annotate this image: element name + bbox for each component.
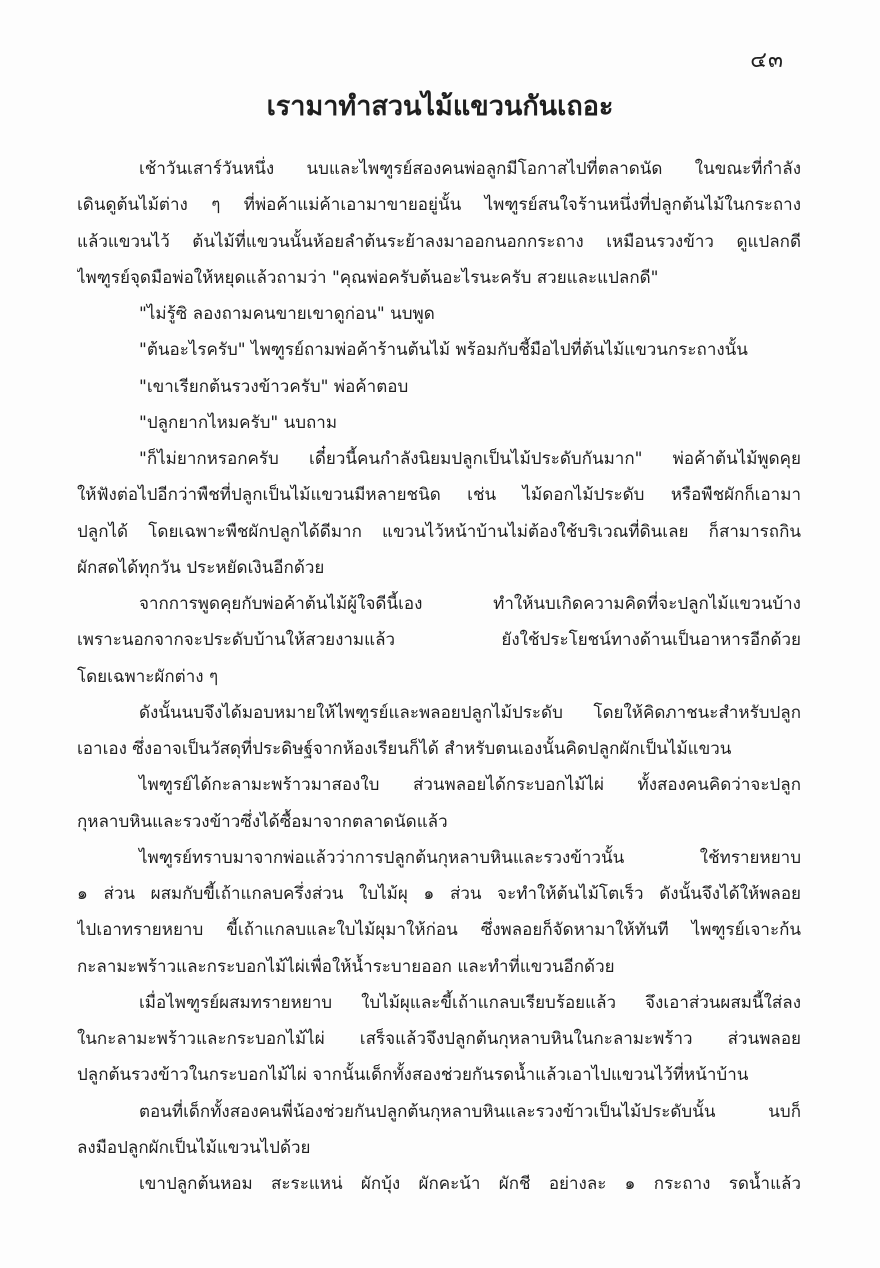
text-line: เมื่อไพฑูรย์ผสมทรายหยาบ ใบไม้ผุและขี้เถ้าแกลบเรียบร้อยแล้ว จึงเอาส่วนผสมนี้ใส่ลง [139, 992, 801, 1013]
text-line: "ก็ไม่ยากหรอกครับ เดี๋ยวนี้คนกำลังนิยมปลูกเป็นไม้ประดับกันมาก" พ่อค้าต้นไม้พูดคุย [139, 449, 801, 469]
body-text [77, 151, 801, 1202]
text-line: เอาเอง ซึ่งอาจเป็นวัสดุที่ประดิษฐ์จากห้องเรียนก็ได้ สำหรับตนเองนั้นคิดปลูกผักเป็นไม้แขวน [77, 739, 732, 759]
text-line: แล้วแขวนไว้ ต้นไม้ที่แขวนนั้นห้อยลำต้นระย้าลงมาออกนอกกระถาง เหมือนรวงข้าว ดูแปลกดี [77, 231, 801, 252]
text-line: "ต้นอะไรครับ" ไพฑูรย์ถามพ่อค้าร้านต้นไม้ พร้อมกับชี้มือไปที่ต้นไม้แขวนกระถางนั้น [139, 340, 748, 361]
page-number: ๔๓ [750, 48, 784, 73]
text-line: ไพฑูรย์ได้กะลามะพร้าวมาสองใบ ส่วนพลอยได้กระบอกไม้ไผ่ ทั้งสองคนคิดว่าจะปลูก [139, 775, 801, 796]
text-line: ไพฑูรย์ทราบมาจากพ่อแล้วว่าการปลูกต้นกุหลาบหินและรวงข้าวนั้น ใช้ทรายหยาบ [139, 847, 801, 868]
text-line: ไปเอาทรายหยาบ ขี้เถ้าแกลบและใบไม้ผุมาให้ก่อน ซึ่งพลอยก็จัดหามาให้ทันที ไพฑูรย์เจาะก้น [77, 920, 801, 941]
text-line: ไพฑูรย์จุดมือพ่อให้หยุดแล้วถามว่า "คุณพ่อครับต้นอะไรนะครับ สวยและแปลกดี" [77, 267, 659, 288]
page-title: เรามาทำสวนไม้แขวนกันเถอะ [266, 91, 614, 122]
text-line: ลงมือปลูกผักเป็นไม้แขวนไปด้วย [77, 1137, 311, 1158]
text-line: "เขาเรียกต้นรวงข้าวครับ" พ่อค้าตอบ [139, 376, 409, 397]
text-line: กุหลาบหินและรวงข้าวซึ่งได้ซื้อมาจากตลาดนัดแล้ว [77, 811, 448, 832]
text-line: "ปลูกยากไหมครับ" นบถาม [139, 412, 338, 433]
text-line: "ไม่รู้ซิ ลองถามคนขายเขาดูก่อน" นบพูด [139, 304, 435, 324]
text-line: เดินดูต้นไม้ต่าง ๆ ที่พ่อค้าแม่ค้าเอามาขายอยู่นั้น ไพฑูรย์สนใจร้านหนึ่งที่ปลูกต้นไม้ในกระถาง [77, 195, 801, 216]
text-line: เช้าวันเสาร์วันหนึ่ง นบและไพฑูรย์สองคนพ่อลูกมีโอกาสไปที่ตลาดนัด ในขณะที่กำลัง [139, 159, 801, 179]
text-line: ปลูกต้นรวงข้าวในกระบอกไม้ไผ่ จากนั้นเด็กทั้งสองช่วยกันรดน้ำแล้วเอาไปแขวนไว้ที่หน้าบ้าน [77, 1065, 749, 1086]
text-line: จากการพูดคุยกับพ่อค้าต้นไม้ผู้ใจดีนี้เอง ทำให้นบเกิดความคิดที่จะปลูกไม้แขวนบ้าง [139, 594, 801, 614]
text-line: ผักสดได้ทุกวัน ประหยัดเงินอีกด้วย [77, 557, 325, 578]
text-line: ๑ ส่วน ผสมกับขี้เถ้าแกลบครึ่งส่วน ใบไม้ผุ ๑ ส่วน จะทำให้ต้นไม้โตเร็ว ดังนั้นจึงได้ให้พลอย [77, 884, 801, 904]
text-line: ให้ฟังต่อไปอีกว่าพืชที่ปลูกเป็นไม้แขวนมีหลายชนิด เช่น ไม้ดอกไม้ประดับ หรือพืชผักก็เอามา [77, 485, 801, 506]
text-line: เขาปลูกต้นหอม สะระแหน่ ผักบุ้ง ผักคะน้า ผักชี อย่างละ ๑ กระถาง รดน้ำแล้ว [139, 1174, 801, 1194]
text-line: โดยเฉพาะผักต่าง ๆ [77, 666, 219, 687]
text-line: กะลามะพร้าวและกระบอกไม้ไผ่เพื่อให้น้ำระบายออก และทำที่แขวนอีกด้วย [77, 956, 615, 977]
text-line: ปลูกได้ โดยเฉพาะพืชผักปลูกได้ดีมาก แขวนไว้หน้าบ้านไม่ต้องใช้บริเวณที่ดินเลย ก็สามารถกิน [77, 521, 801, 542]
text-line: ตอนที่เด็กทั้งสองคนพี่น้องช่วยกันปลูกต้นกุหลาบหินและรวงข้าวเป็นไม้ประดับนั้น นบก็ [139, 1101, 801, 1122]
text-line: ในกะลามะพร้าวและกระบอกไม้ไผ่ เสร็จแล้วจึงปลูกต้นกุหลาบหินในกะลามะพร้าว ส่วนพลอย [77, 1029, 801, 1049]
text-line: เพราะนอกจากจะประดับบ้านให้สวยงามแล้ว ยังใช้ประโยชน์ทางด้านเป็นอาหารอีกด้วย [77, 630, 801, 651]
text-line: ดังนั้นนบจึงได้มอบหมายให้ไพฑูรย์และพลอยปลูกไม้ประดับ โดยให้คิดภาชนะสำหรับปลูก [139, 702, 801, 723]
